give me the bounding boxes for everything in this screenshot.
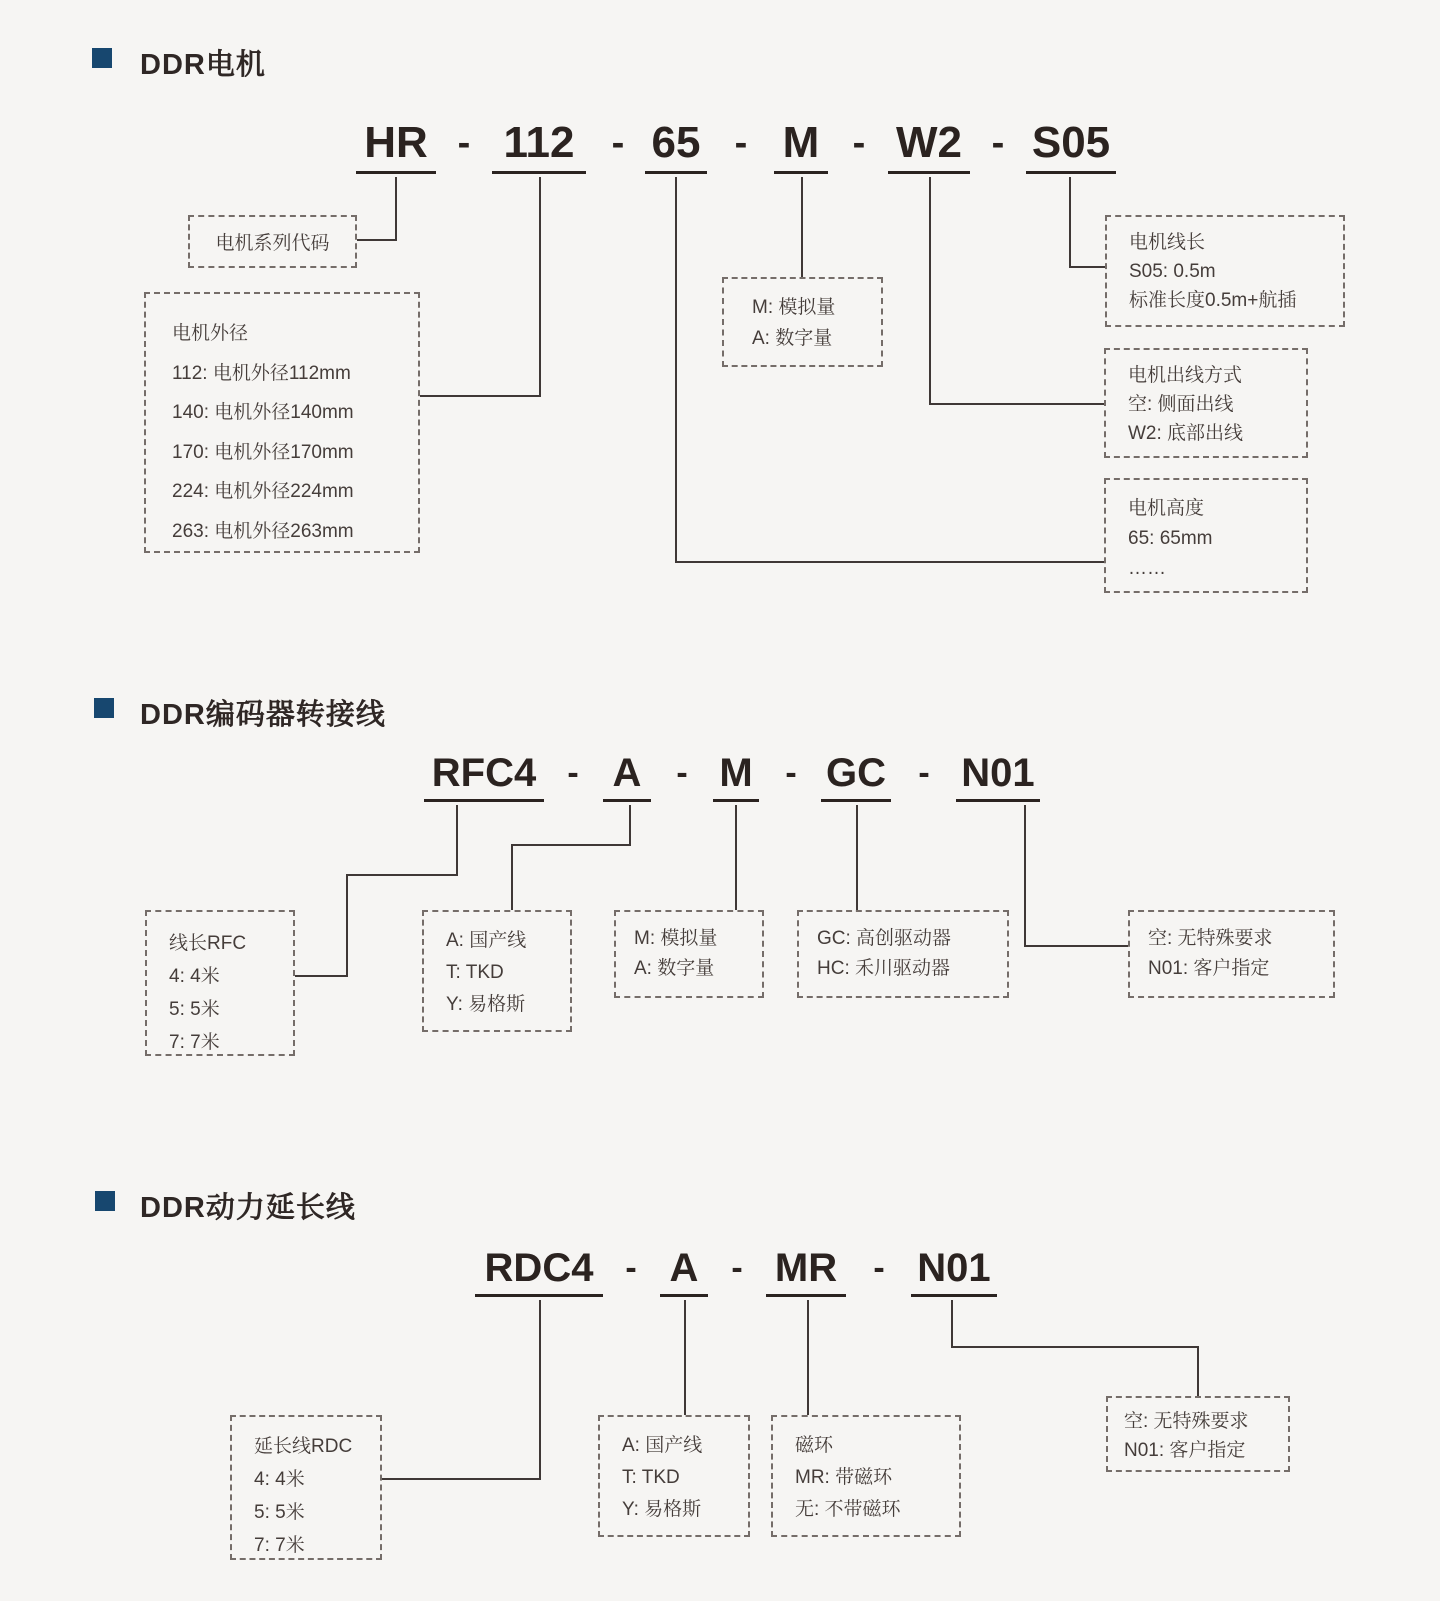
code2-segment-gc: GC: [821, 753, 891, 802]
callout-box-motor-height: [1104, 478, 1308, 593]
callout-box-signal-type: [722, 277, 883, 367]
code1-segment-m: M: [774, 121, 828, 174]
code3-segment-a: A: [660, 1248, 708, 1297]
callout-box-signal-type: [614, 910, 764, 998]
box-line: 无: 不带磁环: [795, 1499, 901, 1520]
connector-line: [382, 1478, 541, 1480]
box-line: 空: 无特殊要求: [1124, 1411, 1249, 1432]
box-line: T: TKD: [446, 962, 504, 983]
callout-box-motor-outer-diameter: [144, 292, 420, 553]
box-line: A: 数字量: [634, 958, 715, 979]
code3-segment-rdc4: RDC4: [475, 1248, 603, 1297]
connector-line: [346, 874, 348, 977]
box-line: 电机线长: [1129, 232, 1206, 253]
code1-separator: -: [457, 122, 471, 164]
callout-box-special-requirement: [1128, 910, 1335, 998]
box-line: 112: 电机外径112mm: [172, 362, 351, 384]
connector-line: [929, 403, 1104, 405]
box-line: M: 模拟量: [752, 297, 836, 318]
box-line: 7: 7米: [169, 1032, 220, 1053]
box-line: MR: 带磁环: [795, 1467, 893, 1488]
connector-line: [1069, 266, 1105, 268]
box-line: Y: 易格斯: [446, 994, 526, 1015]
box-line: 磁环: [795, 1435, 834, 1456]
box-line: M: 模拟量: [634, 928, 718, 949]
section3-title: DDR动力延长线: [140, 1192, 356, 1224]
box-line: 224: 电机外径224mm: [172, 481, 354, 502]
code3-separator: -: [731, 1249, 743, 1287]
connector-line: [629, 805, 631, 846]
connector-line: [395, 177, 397, 240]
section2-title: DDR编码器转接线: [140, 699, 386, 731]
connector-line: [929, 177, 931, 405]
connector-line: [856, 805, 858, 910]
box-line: 65: 65mm: [1128, 528, 1213, 549]
box-line: 4: 4米: [169, 966, 220, 987]
connector-line: [735, 805, 737, 910]
connector-line: [1024, 805, 1026, 947]
code1-segment-112: 112: [492, 121, 586, 174]
code2-separator: -: [567, 754, 579, 792]
callout-box-extension-length-rdc: [230, 1415, 382, 1560]
box-line: Y: 易格斯: [622, 1499, 702, 1520]
code2-separator: -: [918, 754, 930, 792]
box-line: 5: 5米: [254, 1502, 305, 1523]
code1-segment-hr: HR: [356, 121, 436, 174]
box-line: 140: 电机外径140mm: [172, 402, 354, 423]
code1-separator: -: [734, 122, 748, 164]
box-line: T: TKD: [622, 1467, 680, 1488]
connector-line: [539, 177, 541, 397]
callout-box-magnet-ring: [771, 1415, 961, 1537]
code2-segment-m: M: [713, 753, 759, 802]
box-line: A: 国产线: [622, 1435, 703, 1456]
code2-separator: -: [676, 754, 688, 792]
box-line: N01: 客户指定: [1124, 1440, 1246, 1461]
box-line: 4: 4米: [254, 1469, 305, 1490]
callout-box-motor-outlet-style: [1104, 348, 1308, 458]
box-line: 7: 7米: [254, 1535, 305, 1556]
connector-line: [1197, 1346, 1199, 1396]
code2-segment-rfc4: RFC4: [424, 753, 544, 802]
box-line: 空: 侧面出线: [1128, 394, 1234, 415]
section1-bullet-icon: [92, 48, 112, 68]
box-line: A: 国产线: [446, 930, 527, 951]
box-line: 电机高度: [1128, 498, 1205, 519]
connector-line: [1024, 945, 1128, 947]
box-line: 延长线RDC: [254, 1436, 353, 1457]
callout-box-cable-length-rfc: [145, 910, 295, 1056]
callout-box-motor-cable-length: [1105, 215, 1345, 327]
connector-line: [951, 1300, 953, 1348]
box-line: ……: [1128, 558, 1166, 579]
code1-segment-65: 65: [645, 121, 707, 174]
code2-segment-a: A: [603, 753, 651, 802]
code2-segment-n01: N01: [956, 753, 1040, 802]
connector-line: [1069, 177, 1071, 268]
box-line: 263: 电机外径263mm: [172, 520, 354, 542]
connector-line: [807, 1300, 809, 1415]
code1-separator: -: [611, 122, 625, 164]
box-line: GC: 高创驱动器: [817, 928, 952, 949]
code3-separator: -: [625, 1249, 637, 1287]
box-line: 线长RFC: [169, 933, 247, 954]
code1-separator: -: [852, 122, 866, 164]
connector-line: [684, 1300, 686, 1415]
section2-bullet-icon: [94, 698, 114, 718]
callout-box-motor-series-code: [188, 215, 357, 268]
box-line: 电机外径: [172, 323, 249, 344]
section3-bullet-icon: [95, 1191, 115, 1211]
code3-segment-mr: MR: [766, 1248, 846, 1297]
connector-line: [511, 844, 631, 846]
code3-segment-n01: N01: [911, 1248, 997, 1297]
box-line: N01: 客户指定: [1148, 958, 1270, 979]
connector-line: [951, 1346, 1199, 1348]
box-line: 170: 电机外径170mm: [172, 441, 354, 463]
callout-box-special-requirement: [1106, 1396, 1290, 1472]
connector-line: [511, 844, 513, 910]
box-line: HC: 禾川驱动器: [817, 958, 951, 979]
connector-line: [801, 177, 803, 277]
connector-line: [675, 177, 677, 563]
connector-line: [357, 239, 397, 241]
code1-separator: -: [991, 122, 1005, 164]
connector-line: [420, 395, 541, 397]
connector-line: [295, 975, 348, 977]
box-line: A: 数字量: [752, 328, 833, 349]
code2-separator: -: [785, 754, 797, 792]
box-line: 空: 无特殊要求: [1148, 928, 1273, 949]
connector-line: [539, 1300, 541, 1480]
box-line: 标准长度0.5m+航插: [1129, 290, 1297, 311]
code1-segment-s05: S05: [1026, 121, 1116, 174]
box-line: W2: 底部出线: [1128, 423, 1244, 444]
box-line: 电机出线方式: [1128, 365, 1243, 386]
box-line: 电机系列代码: [215, 233, 330, 254]
box-line: 5: 5米: [169, 999, 220, 1020]
connector-line: [346, 874, 458, 876]
box-line: S05: 0.5m: [1129, 261, 1216, 282]
code3-separator: -: [873, 1249, 885, 1287]
connector-line: [675, 561, 1104, 563]
connector-line: [456, 805, 458, 876]
callout-box-cable-brand: [422, 910, 572, 1032]
callout-box-cable-brand: [598, 1415, 750, 1537]
section1-title: DDR电机: [140, 49, 266, 81]
code1-segment-w2: W2: [888, 121, 970, 174]
callout-box-driver-brand: [797, 910, 1009, 998]
